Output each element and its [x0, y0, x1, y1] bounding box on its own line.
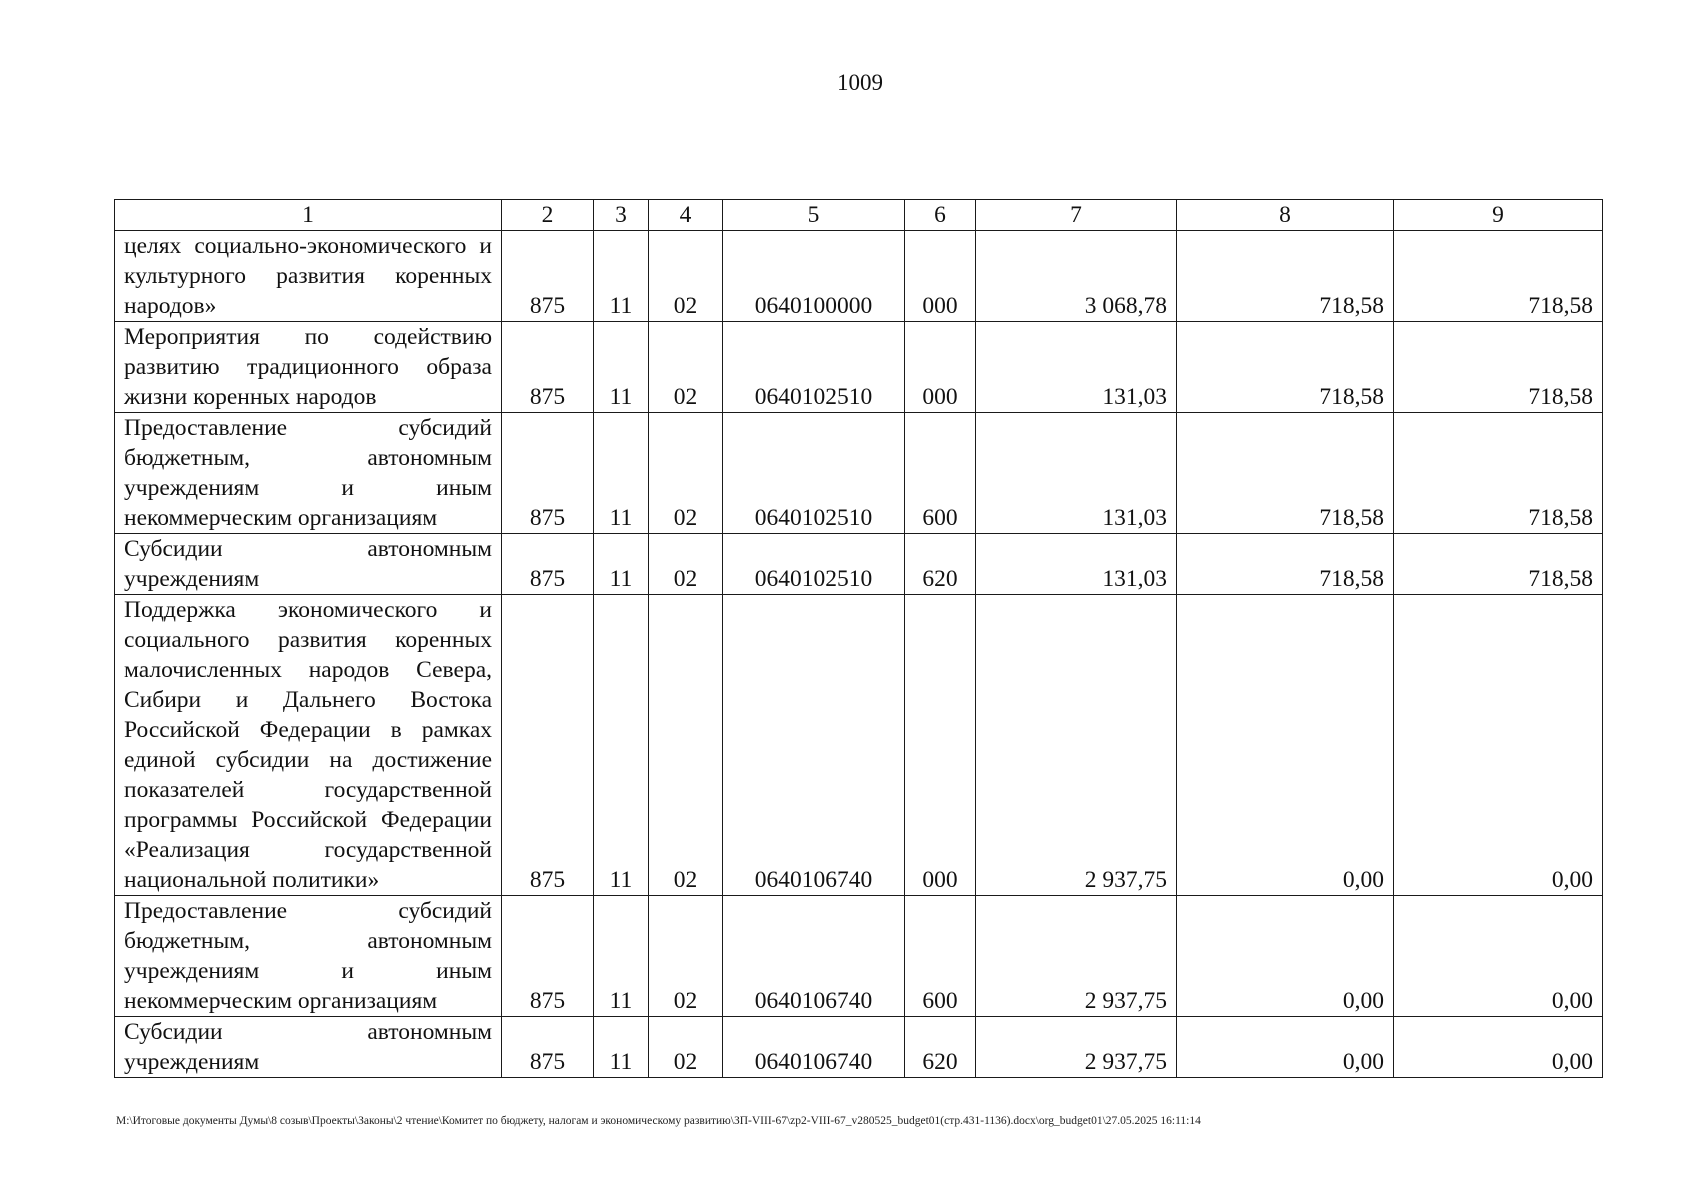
- section-cell: 11: [594, 595, 649, 896]
- section-cell: 11: [594, 231, 649, 322]
- table-row: [115, 413, 1603, 534]
- column-header: 7: [976, 200, 1177, 231]
- table-row: [115, 896, 1603, 1017]
- amount-col9-cell: 718,58: [1394, 534, 1603, 595]
- column-header: 5: [723, 200, 905, 231]
- row-name-cell: Предоставление субсидий бюджетным, автономным учреждениям и иным некоммерческим организациям: [115, 896, 502, 1017]
- row-name-cell: Поддержка экономического и социального развития коренных малочисленных народов Севера, Сибири и Дальнего Востока Российской Федерации в рамках единой субсидии на достижение показателей государственной программы Российской Федерации «Реализация государственной национальной политики»: [115, 595, 502, 896]
- target-article-cell: 0640102510: [723, 413, 905, 534]
- amount-col7-cell: 131,03: [976, 534, 1177, 595]
- expense-type-cell: 000: [905, 595, 976, 896]
- target-article-cell: 0640106740: [723, 1017, 905, 1078]
- column-header: 6: [905, 200, 976, 231]
- amount-col9-cell: 0,00: [1394, 896, 1603, 1017]
- admin-code-cell: 875: [502, 1017, 594, 1078]
- admin-code-cell: 875: [502, 231, 594, 322]
- column-header: 8: [1177, 200, 1394, 231]
- row-name-cell: Субсидии автономным учреждениям: [115, 1017, 502, 1078]
- amount-col7-cell: 2 937,75: [976, 1017, 1177, 1078]
- row-name-cell: Предоставление субсидий бюджетным, автономным учреждениям и иным некоммерческим организациям: [115, 413, 502, 534]
- expense-type-cell: 600: [905, 413, 976, 534]
- expense-type-cell: 000: [905, 322, 976, 413]
- budget-table: [114, 199, 1603, 1078]
- amount-col7-cell: 3 068,78: [976, 231, 1177, 322]
- expense-type-cell: 620: [905, 534, 976, 595]
- column-header: 2: [502, 200, 594, 231]
- amount-col8-cell: 0,00: [1177, 896, 1394, 1017]
- column-header: 9: [1394, 200, 1603, 231]
- table-row: [115, 1017, 1603, 1078]
- admin-code-cell: 875: [502, 413, 594, 534]
- amount-col8-cell: 718,58: [1177, 231, 1394, 322]
- row-name-cell: Мероприятия по содействию развитию традиционного образа жизни коренных народов: [115, 322, 502, 413]
- amount-col9-cell: 0,00: [1394, 1017, 1603, 1078]
- target-article-cell: 0640102510: [723, 322, 905, 413]
- row-name-cell: целях социально-экономического и культурного развития коренных народов»: [115, 231, 502, 322]
- amount-col8-cell: 0,00: [1177, 1017, 1394, 1078]
- admin-code-cell: 875: [502, 322, 594, 413]
- column-header: 3: [594, 200, 649, 231]
- target-article-cell: 0640102510: [723, 534, 905, 595]
- amount-col8-cell: 0,00: [1177, 595, 1394, 896]
- amount-col8-cell: 718,58: [1177, 322, 1394, 413]
- amount-col8-cell: 718,58: [1177, 413, 1394, 534]
- table-row: [115, 534, 1603, 595]
- amount-col9-cell: 718,58: [1394, 322, 1603, 413]
- subsection-cell: 02: [649, 231, 723, 322]
- section-cell: 11: [594, 413, 649, 534]
- target-article-cell: 0640106740: [723, 595, 905, 896]
- admin-code-cell: 875: [502, 896, 594, 1017]
- expense-type-cell: 000: [905, 231, 976, 322]
- subsection-cell: 02: [649, 413, 723, 534]
- section-cell: 11: [594, 534, 649, 595]
- table-row: [115, 595, 1603, 896]
- table-row: [115, 322, 1603, 413]
- section-cell: 11: [594, 1017, 649, 1078]
- target-article-cell: 0640106740: [723, 896, 905, 1017]
- subsection-cell: 02: [649, 896, 723, 1017]
- expense-type-cell: 600: [905, 896, 976, 1017]
- subsection-cell: 02: [649, 595, 723, 896]
- amount-col7-cell: 131,03: [976, 322, 1177, 413]
- amount-col7-cell: 2 937,75: [976, 896, 1177, 1017]
- amount-col9-cell: 718,58: [1394, 413, 1603, 534]
- column-header: 4: [649, 200, 723, 231]
- table-row: [115, 231, 1603, 322]
- section-cell: 11: [594, 896, 649, 1017]
- table-header-row: [115, 200, 1603, 231]
- column-header: 1: [115, 200, 502, 231]
- page-number: 1009: [837, 70, 883, 95]
- amount-col9-cell: 0,00: [1394, 595, 1603, 896]
- amount-col7-cell: 2 937,75: [976, 595, 1177, 896]
- target-article-cell: 0640100000: [723, 231, 905, 322]
- subsection-cell: 02: [649, 1017, 723, 1078]
- amount-col9-cell: 718,58: [1394, 231, 1603, 322]
- subsection-cell: 02: [649, 534, 723, 595]
- document-file-path: M:\Итоговые документы Думы\8 созыв\Проекты\Законы\2 чтение\Комитет по бюджету, налогам и экономическому развитию\ЗП-VIII-67\zp2-VIII-67_v280525_budget01(стр.431-1136).docx\org_budget01\27.05.2025 16:11:14: [116, 1115, 1201, 1127]
- expense-type-cell: 620: [905, 1017, 976, 1078]
- amount-col8-cell: 718,58: [1177, 534, 1394, 595]
- subsection-cell: 02: [649, 322, 723, 413]
- admin-code-cell: 875: [502, 595, 594, 896]
- row-name-cell: Субсидии автономным учреждениям: [115, 534, 502, 595]
- admin-code-cell: 875: [502, 534, 594, 595]
- amount-col7-cell: 131,03: [976, 413, 1177, 534]
- section-cell: 11: [594, 322, 649, 413]
